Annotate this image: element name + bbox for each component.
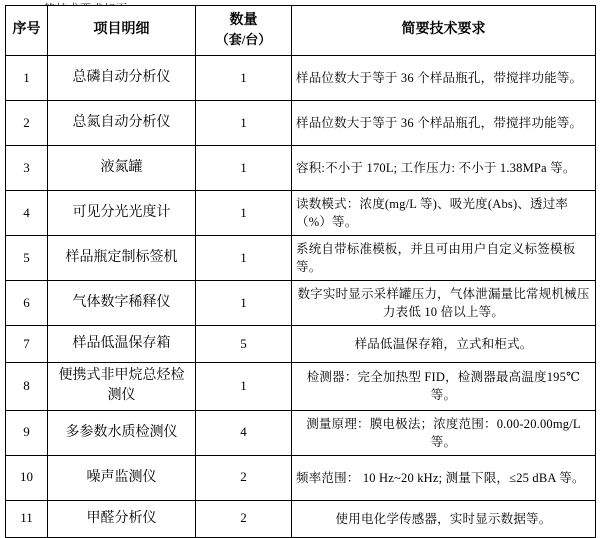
table-row (6, 455, 596, 500)
cell-item-name: 甲醛分析仪 (48, 500, 196, 537)
cell-item-name: 总磷自动分析仪 (48, 56, 196, 101)
column-header-item: 项目明细 (48, 6, 196, 56)
cell-item-name: 可见分光光度计 (48, 191, 196, 236)
table-row (6, 500, 596, 537)
cell-no: 4 (6, 191, 48, 236)
cell-requirements: 样品位数大于等于 36 个样品瓶孔，带搅拌功能等。 (292, 101, 596, 146)
table-row (6, 363, 596, 411)
cell-item-name: 噪声监测仪 (48, 455, 196, 500)
column-header-requirements: 简要技术要求 (292, 6, 596, 56)
table-row (6, 410, 596, 455)
cell-requirements: 使用电化学传感器，实时显示数据等。 (292, 500, 596, 537)
cell-no: 9 (6, 410, 48, 455)
table-row (6, 56, 596, 101)
cell-item-name: 便携式非甲烷总烃检测仪 (48, 363, 196, 411)
cell-item-name: 液氮罐 (48, 146, 196, 191)
table-row (6, 191, 596, 236)
cell-quantity: 1 (196, 363, 292, 411)
cell-requirements: 样品位数大于等于 36 个样品瓶孔，带搅拌功能等。 (292, 56, 596, 101)
table-row (6, 236, 596, 281)
cell-item-name: 样品低温保存箱 (48, 326, 196, 363)
cell-item-name: 多参数水质检测仪 (48, 410, 196, 455)
cell-requirements: 样品低温保存箱，立式和柜式。 (292, 326, 596, 363)
column-header-no: 序号 (6, 6, 48, 56)
cell-requirements: 数字实时显示采样罐压力，气体泄漏量比常规机械压力表低 10 倍以上等。 (292, 281, 596, 326)
cell-quantity: 2 (196, 455, 292, 500)
table-row (6, 101, 596, 146)
cell-requirements: 读数模式：浓度(mg/L 等)、吸光度(Abs)、透过率（%）等。 (292, 191, 596, 236)
cell-no: 5 (6, 236, 48, 281)
cell-requirements: 频率范围： 10 Hz~20 kHz; 测量下限，≤25 dBA 等。 (292, 455, 596, 500)
cell-quantity: 1 (196, 101, 292, 146)
cell-no: 10 (6, 455, 48, 500)
table-row (6, 281, 596, 326)
table-header-row (6, 6, 596, 56)
cell-quantity: 5 (196, 326, 292, 363)
cell-item-name: 总氮自动分析仪 (48, 101, 196, 146)
cell-no: 7 (6, 326, 48, 363)
cell-no: 6 (6, 281, 48, 326)
cell-quantity: 2 (196, 500, 292, 537)
column-header-quantity (196, 6, 292, 56)
equipment-specification-table (5, 5, 596, 538)
cell-quantity: 1 (196, 56, 292, 101)
cell-quantity: 1 (196, 146, 292, 191)
cell-item-name: 样品瓶定制标签机 (48, 236, 196, 281)
cell-item-name: 气体数字稀释仪 (48, 281, 196, 326)
cell-quantity: 4 (196, 410, 292, 455)
cell-no: 2 (6, 101, 48, 146)
cell-no: 3 (6, 146, 48, 191)
cell-requirements: 检测器：完全加热型 FID，检测器最高温度195℃等。 (292, 363, 596, 411)
table-row (6, 326, 596, 363)
table-row (6, 146, 596, 191)
cell-quantity: 1 (196, 281, 292, 326)
cell-requirements: 测量原理：膜电极法；浓度范围：0.00-20.00mg/L 等。 (292, 410, 596, 455)
table-body (6, 56, 596, 538)
cell-no: 8 (6, 363, 48, 411)
cell-no: 11 (6, 500, 48, 537)
column-header-quantity-line1: 数量 (229, 13, 258, 28)
column-header-quantity-line2: （套/台） (215, 32, 272, 48)
cell-requirements: 系统自带标准模板，并且可由用户自定义标签模板等。 (292, 236, 596, 281)
cell-no: 1 (6, 56, 48, 101)
cell-quantity: 1 (196, 191, 292, 236)
cell-quantity: 1 (196, 236, 292, 281)
cell-requirements: 容积:不小于 170L; 工作压力: 不小于 1.38MPa 等。 (292, 146, 596, 191)
